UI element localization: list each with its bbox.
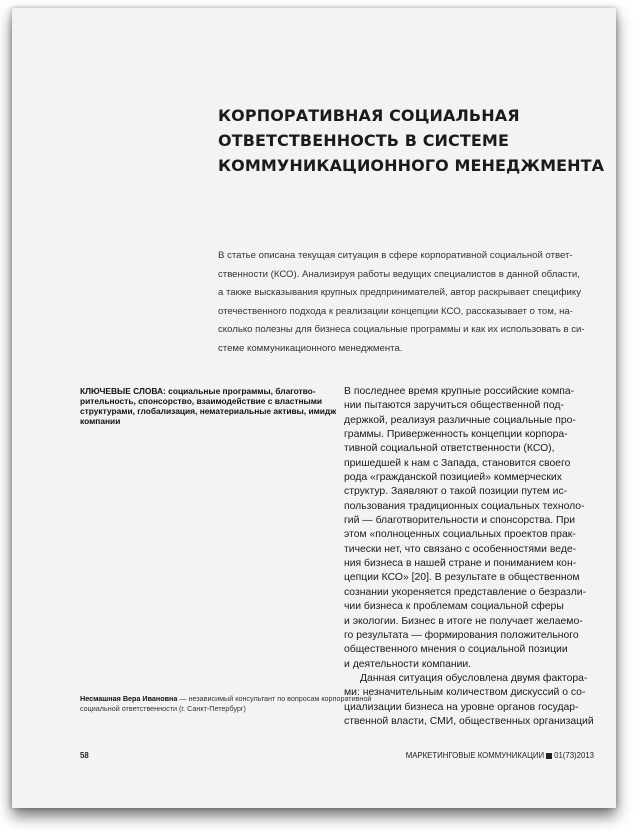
journal-name: МАРКЕТИНГОВЫЕ КОММУНИКАЦИИ [405,751,545,760]
abstract-line: а также высказывания крупных предпринимателей, автор раскрывает специфику [218,287,581,299]
body-line: нии пытаются заручиться общественной под- [344,400,564,412]
body-line: этом «полноценных социальных проектов прак- [344,529,576,541]
body-line: ственной власти, СМИ, общественных организаций [344,715,594,727]
body-line: Данная ситуация обусловлена двумя фактора- [360,672,588,684]
journal-info [406,751,594,760]
author-note [80,694,372,714]
body-line: граммы. Приверженность концепции корпора- [344,429,568,441]
square-bullet-icon [546,753,552,759]
author-name: Несмашная Вера Ивановна [80,694,178,703]
body-line: ми: незначительным количеством дискуссий о со- [344,687,586,699]
abstract-line: отечественного подхода к реализации концепции КСО, рассказывает о том, на- [218,305,573,317]
abstract-line: сколько полезны для бизнеса социальные программы и как их использовать в си- [218,324,585,336]
article-title [218,103,605,178]
body-text-column [344,385,594,729]
body-line: пользования традиционных социальных техноло- [344,500,585,512]
abstract-line: В статье описана текущая ситуация в сфере корпоративной социальной ответ- [218,250,573,261]
title-line: КОММУНИКАЦИОННОГО МЕНЕДЖМЕНТА [218,156,605,175]
body-line: сознании укореняется представление о безразли- [344,586,587,598]
body-line: и экологии. Бизнес в итоге не получает желаемо- [344,615,583,627]
paragraph [344,385,588,672]
title-line: ОТВЕТСТВЕННОСТЬ В СИСТЕМЕ [218,131,509,150]
article-abstract [218,247,588,359]
author-line-1 [80,694,372,704]
keywords-line: КЛЮЧЕВЫЕ СЛОВА: социальные программы, благотво- [80,386,316,396]
body-line: В последнее время крупные российские компа- [344,386,575,397]
body-line: общественного мнения о социальной позиции [344,644,568,656]
body-line: циализации бизнеса на уровне органов государ- [344,701,579,713]
body-line: тически нет, что связано с особенностями веде- [344,543,577,555]
body-line: ния бизнеса в нашей стране и пониманием кон- [344,558,577,570]
author-line-2: социальной ответственности (г. Санкт-Петербург) [80,704,246,713]
body-line: структур. Заявляют о такой позиции путем ис- [344,486,568,498]
body-line: рода «гражданской позицией» коммерческих [344,472,562,484]
body-line: тивной социальной ответственности (КСО), [344,443,555,455]
abstract-line: ственности (КСО). Анализируя работы ведущих специалистов в данной области, [218,268,580,280]
title-line: КОРПОРАТИВНАЯ СОЦИАЛЬНАЯ [218,106,520,125]
keywords-line: структурами, глобализация, нематериальные активы, имидж [80,406,337,416]
body-line: гий — благотворительности и спонсорства. При [344,515,576,527]
body-line: пришедшей к нам с Запада, становится своего [344,457,571,469]
body-line: и деятельности компании. [344,658,472,670]
journal-page [12,8,616,808]
issue-number: 01(73)2013 [554,751,594,760]
body-line: го результата — формирования положительного [344,629,579,641]
author-role: — независимый консультант по вопросам корпоративной [177,694,372,703]
body-line: держкой, реализуя различные социальные про- [344,414,576,426]
keywords-line: рительность, спонсорство, взаимодействие с властными [80,396,323,406]
abstract-line: стеме коммуникационного менеджмента. [218,342,403,354]
body-line: цепции КСО» [20]. В результате в общественном [344,572,580,584]
paragraph [344,672,594,729]
page-number: 58 [80,751,89,760]
body-line: чии бизнеса к проблемам социальной сферы [344,601,564,613]
keywords-block [80,386,342,426]
keywords-line: компании [80,416,121,426]
